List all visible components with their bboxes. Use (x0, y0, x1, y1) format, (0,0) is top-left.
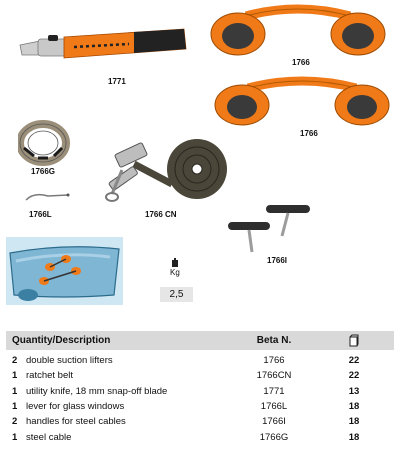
row-code: 1766G (259, 431, 289, 443)
row-description: ratchet belt (26, 370, 73, 382)
utility-knife-image (14, 25, 189, 70)
handles-caption: 1766I (267, 256, 288, 265)
ratchet-belt-image (102, 134, 232, 214)
row-count: 22 (348, 355, 360, 367)
row-description: handles for steel cables (26, 416, 126, 428)
table-row (6, 429, 394, 444)
row-code: 1766CN (256, 370, 292, 382)
row-quantity: 1 (12, 401, 18, 413)
steel-cable-caption: 1766G (31, 167, 56, 176)
table-row (6, 384, 394, 399)
table-row (6, 368, 394, 383)
row-description: steel cable (26, 431, 72, 443)
suction-lifter-bottom-image (212, 72, 392, 127)
row-count: 18 (348, 416, 360, 428)
table-header (6, 331, 394, 350)
header-code: Beta N. (256, 335, 292, 346)
windshield-illustration (6, 237, 123, 305)
table-row (6, 399, 394, 414)
row-code: 1766I (262, 416, 286, 428)
row-description: double suction lifters (26, 355, 113, 367)
row-code: 1771 (263, 385, 285, 397)
row-count: 22 (348, 370, 360, 382)
lever-image (22, 188, 72, 208)
box-icon (314, 334, 394, 347)
weight-value: 2,5 (160, 287, 193, 302)
steel-cable-image (18, 120, 70, 166)
table-row (6, 353, 394, 368)
table-row (6, 414, 394, 429)
row-description: lever for glass windows (26, 401, 125, 413)
table-body (6, 353, 394, 445)
row-count: 18 (348, 401, 360, 413)
row-quantity: 2 (12, 416, 18, 428)
row-quantity: 1 (12, 431, 18, 443)
row-code: 1766L (260, 401, 288, 413)
handles-image (222, 196, 322, 256)
row-count: 13 (348, 385, 360, 397)
knife-caption: 1771 (108, 77, 126, 86)
row-quantity: 1 (12, 385, 18, 397)
header-description: Quantity/Description (12, 335, 111, 346)
lifter-top-caption: 1766 (292, 58, 310, 67)
contents-table (6, 331, 394, 445)
row-code: 1766 (263, 355, 285, 367)
ratchet-belt-caption: 1766 CN (145, 210, 177, 219)
weight-unit: Kg (170, 268, 180, 277)
row-quantity: 1 (12, 370, 18, 382)
row-quantity: 2 (12, 355, 18, 367)
lever-caption: 1766L (29, 210, 52, 219)
row-description: utility knife, 18 mm snap-off blade (26, 385, 168, 397)
lifter-bottom-caption: 1766 (300, 129, 318, 138)
suction-lifter-top-image (208, 2, 388, 57)
row-count: 18 (348, 431, 360, 443)
